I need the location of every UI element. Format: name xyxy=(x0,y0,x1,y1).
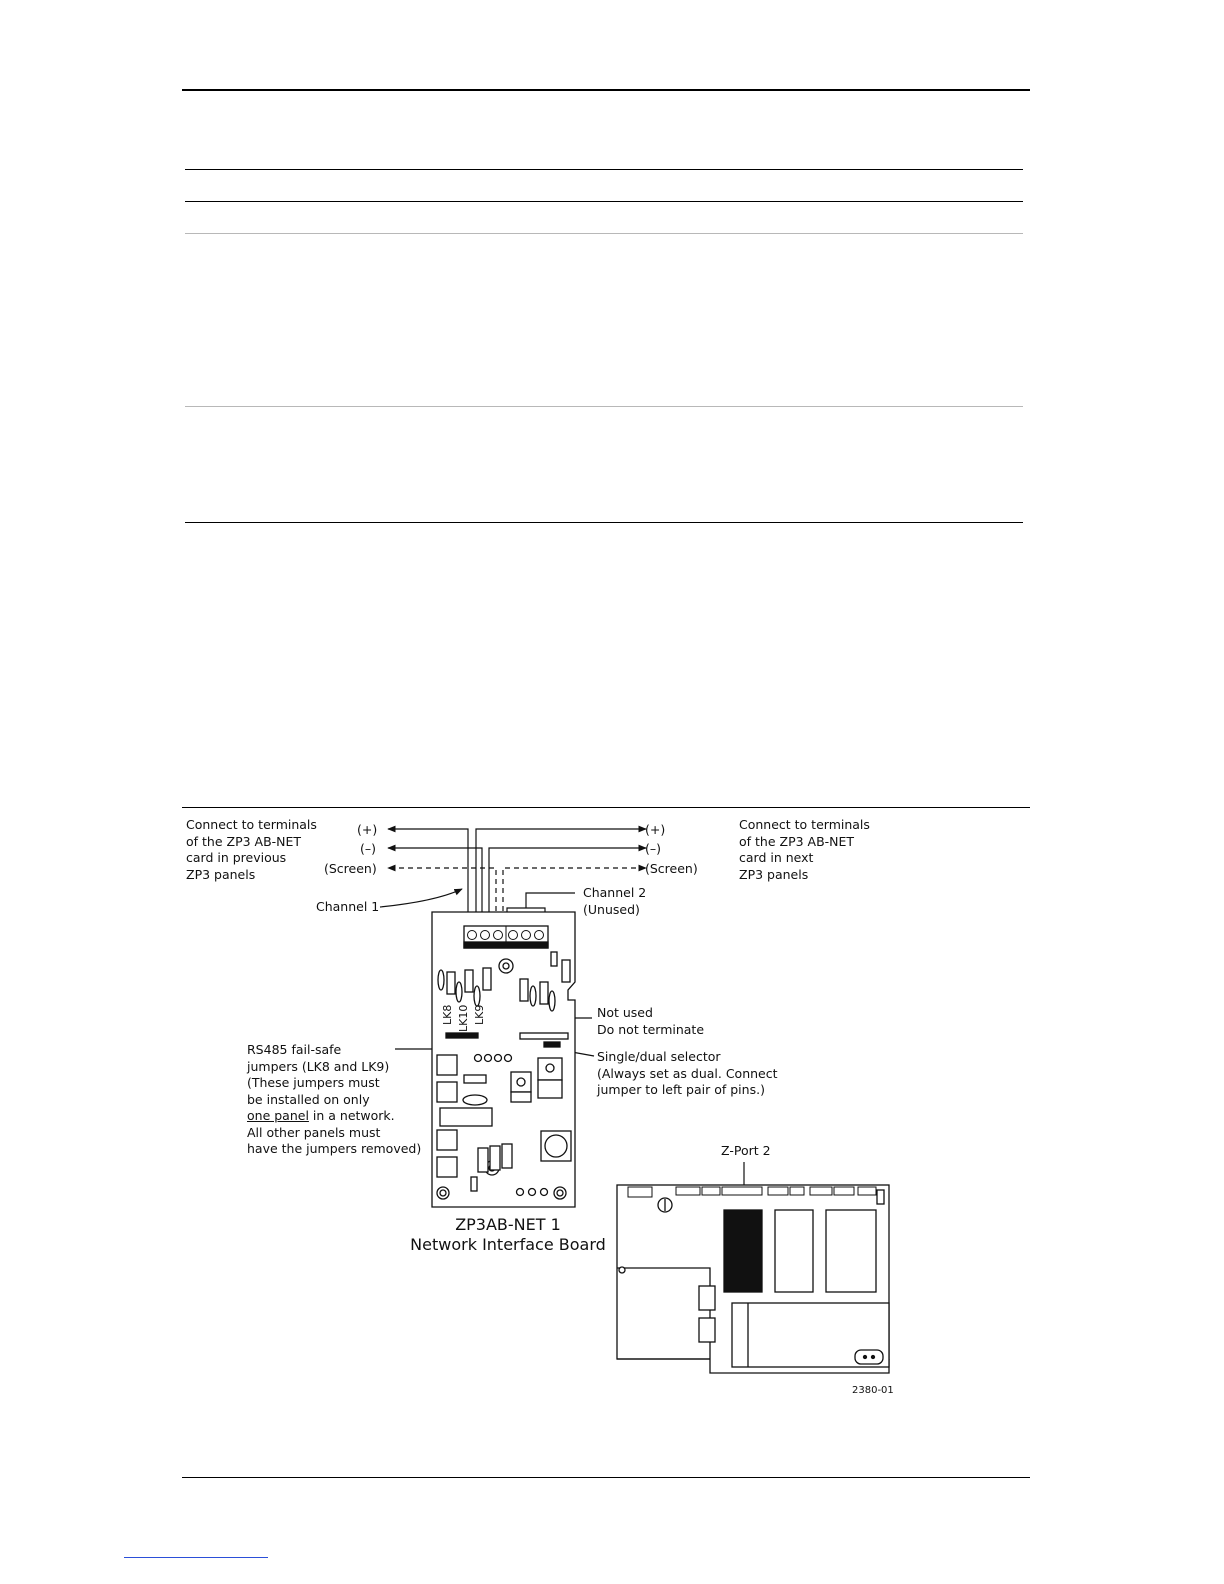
plus-left-label: (+) xyxy=(357,822,378,837)
rs485-label: RS485 fail-safe jumpers (LK8 and LK9) (These jumpers must be installed on only one panel in a network. All other panels must have the jumpers removed) xyxy=(247,1042,422,1156)
wire-plus-left xyxy=(388,829,468,920)
minus-right-label: (–) xyxy=(645,841,662,856)
lk9-label: LK9 xyxy=(473,1004,486,1025)
left-connect-label: Connect to terminals of the ZP3 AB-NET card in previous ZP3 panels xyxy=(186,817,317,882)
selector-label: Single/dual selector (Always set as dual. Connect jumper to left pair of pins.) xyxy=(597,1049,778,1097)
channel2-label: Channel 2 (Unused) xyxy=(583,885,647,917)
right-connect-label: Connect to terminals of the ZP3 AB-NET card in next ZP3 panels xyxy=(739,817,870,882)
not-used-label: Not used Do not terminate xyxy=(597,1005,705,1037)
board-title: ZP3AB-NET 1 Network Interface Board xyxy=(410,1215,606,1254)
screen-left-label: (Screen) xyxy=(324,861,377,876)
plus-right-label: (+) xyxy=(645,822,666,837)
network-interface-board xyxy=(432,912,575,1207)
lk10-label: LK10 xyxy=(457,1004,470,1032)
figure-code: 2380-01 xyxy=(852,1385,894,1396)
channel1-arrow xyxy=(380,889,462,907)
channel1-label: Channel 1 xyxy=(316,899,380,914)
zport-label: Z-Port 2 xyxy=(721,1143,771,1158)
main-panel-board xyxy=(617,1185,889,1373)
lk8-label: LK8 xyxy=(441,1004,454,1025)
minus-left-label: (–) xyxy=(360,841,377,856)
screen-right-label: (Screen) xyxy=(645,861,698,876)
